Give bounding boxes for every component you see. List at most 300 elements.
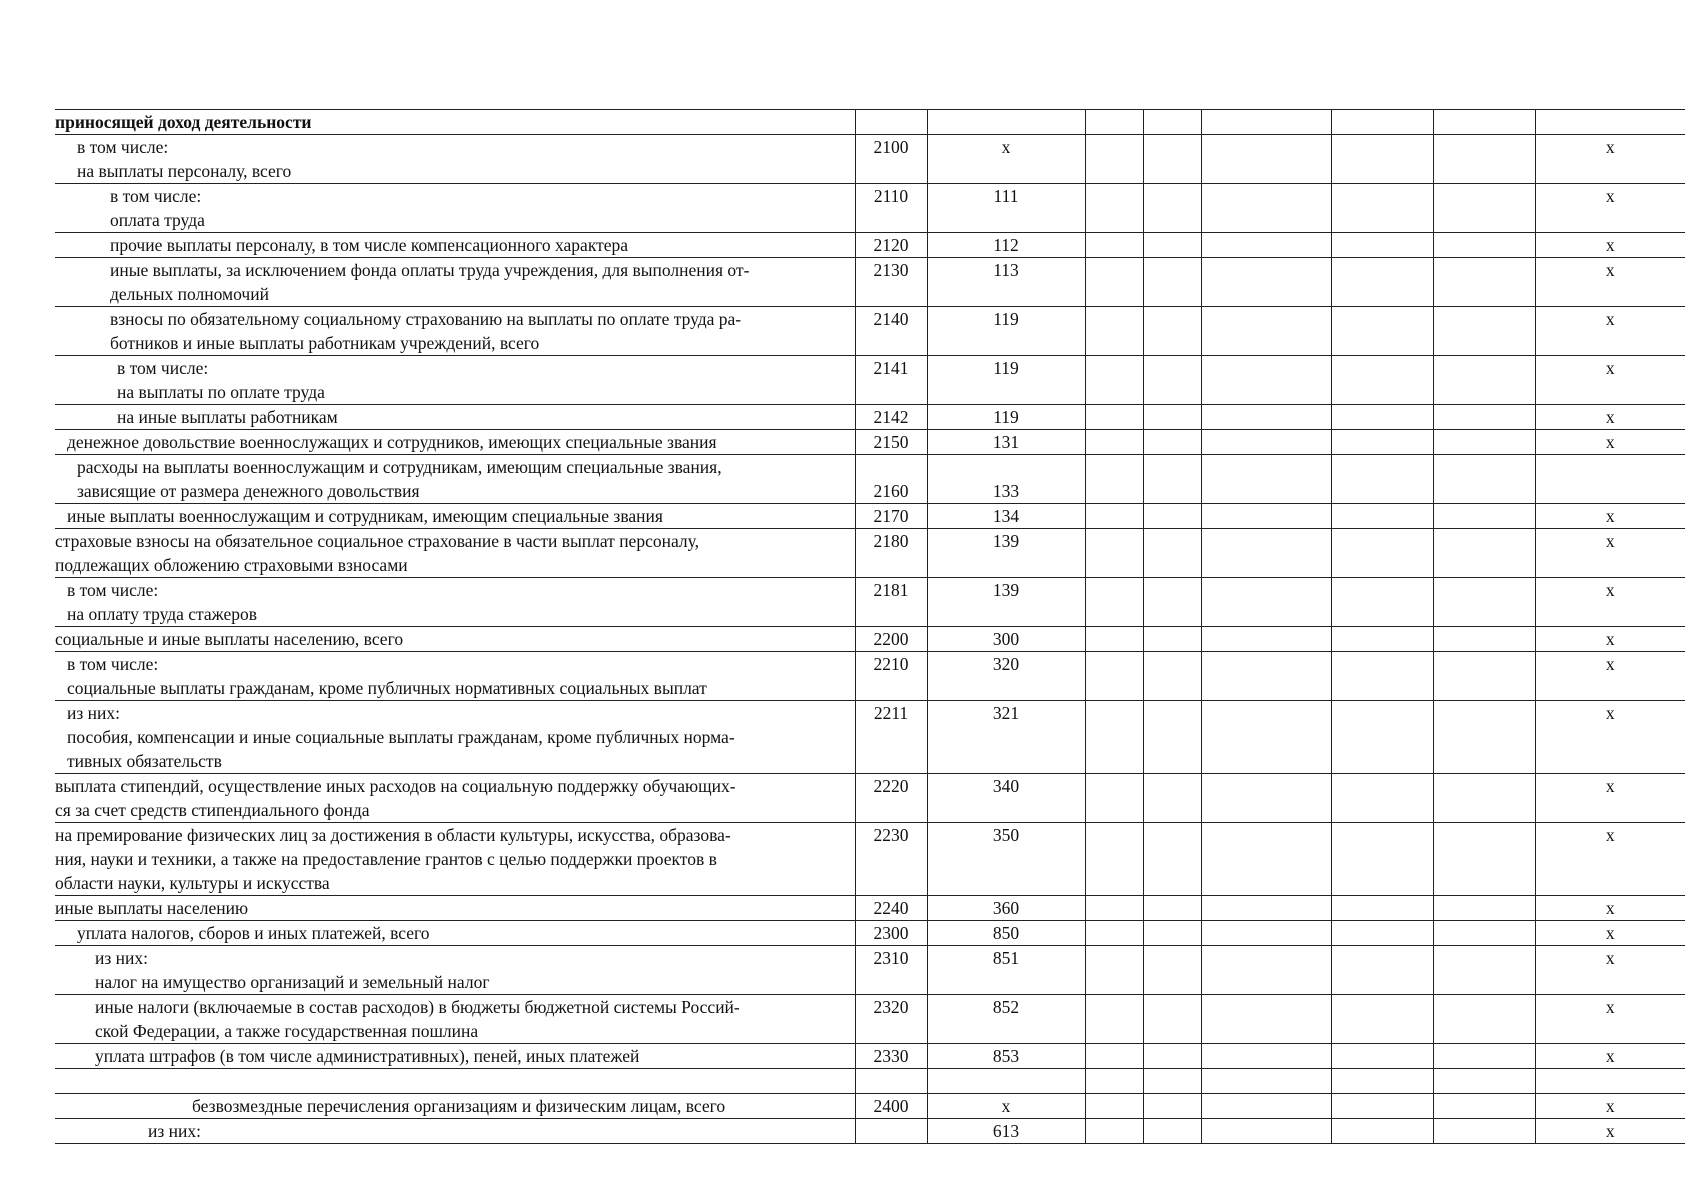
financial-plan-sheet xyxy=(55,109,1685,1144)
row-kbk-cell: 853 xyxy=(927,1044,1085,1069)
row-name-cell xyxy=(55,529,855,578)
empty-amount-cell xyxy=(1085,1119,1143,1144)
empty-amount-cell xyxy=(1433,921,1535,946)
empty-amount-cell xyxy=(1433,504,1535,529)
row-name-cell xyxy=(55,823,855,896)
row-code-cell xyxy=(855,1119,927,1144)
empty-amount-cell xyxy=(1143,529,1201,578)
empty-amount-cell xyxy=(1331,995,1433,1044)
empty-amount-cell xyxy=(1085,184,1143,233)
table-row xyxy=(55,233,1685,258)
row-kbk-cell: х xyxy=(927,135,1085,184)
empty-amount-cell xyxy=(1085,1044,1143,1069)
row-name-line: иные налоги (включаемые в состав расходов) в бюджеты бюджетной системы Россий- xyxy=(95,997,740,1017)
row-kbk-cell: 131 xyxy=(927,430,1085,455)
row-code-cell: 2120 xyxy=(855,233,927,258)
empty-amount-cell xyxy=(1143,184,1201,233)
row-kbk-cell: 320 xyxy=(927,652,1085,701)
empty-amount-cell xyxy=(1085,701,1143,774)
empty-amount-cell xyxy=(1331,823,1433,896)
empty-amount-cell xyxy=(1085,307,1143,356)
table-row xyxy=(55,921,1685,946)
empty-amount-cell xyxy=(1143,627,1201,652)
row-code-cell: 2181 xyxy=(855,578,927,627)
row-name-cell xyxy=(55,1069,855,1094)
table-row xyxy=(55,258,1685,307)
row-name-line: расходы на выплаты военнослужащим и сотрудникам, имеющим специальные звания, xyxy=(77,457,722,477)
row-name-cell xyxy=(55,1044,855,1069)
row-mark-cell: х xyxy=(1535,578,1685,627)
empty-amount-cell xyxy=(1201,578,1331,627)
empty-amount-cell xyxy=(1201,701,1331,774)
empty-amount-cell xyxy=(1085,405,1143,430)
section-header-row xyxy=(55,110,1685,135)
row-name-line: на иные выплаты работникам xyxy=(117,407,338,427)
empty-cell xyxy=(927,110,1085,135)
empty-amount-cell xyxy=(1143,701,1201,774)
row-name-cell xyxy=(55,184,855,233)
empty-amount-cell xyxy=(1085,578,1143,627)
row-code-cell: 2211 xyxy=(855,701,927,774)
row-name-line: дельных полномочий xyxy=(110,284,269,304)
table-body xyxy=(55,110,1685,1144)
row-kbk-cell: 119 xyxy=(927,356,1085,405)
empty-amount-cell xyxy=(1201,627,1331,652)
empty-amount-cell xyxy=(1331,184,1433,233)
empty-cell xyxy=(1143,110,1201,135)
empty-amount-cell xyxy=(1143,823,1201,896)
row-name-cell xyxy=(55,921,855,946)
empty-amount-cell xyxy=(1433,896,1535,921)
empty-amount-cell xyxy=(1143,135,1201,184)
row-name-cell xyxy=(55,652,855,701)
blank-row xyxy=(55,1069,1685,1094)
empty-amount-cell xyxy=(1331,504,1433,529)
row-name-line: на оплату труда стажеров xyxy=(67,604,258,624)
empty-amount-cell xyxy=(1201,921,1331,946)
row-name-line: из них: xyxy=(67,703,120,723)
row-code-cell: 2320 xyxy=(855,995,927,1044)
row-name-line: подлежащих обложению страховыми взносами xyxy=(55,555,408,575)
row-mark-cell xyxy=(1535,1069,1685,1094)
row-kbk-cell xyxy=(927,1069,1085,1094)
row-kbk-cell: 850 xyxy=(927,921,1085,946)
row-code-cell: 2230 xyxy=(855,823,927,896)
row-code-cell: 2130 xyxy=(855,258,927,307)
table-row xyxy=(55,1094,1685,1119)
table-row xyxy=(55,946,1685,995)
table-row xyxy=(55,1044,1685,1069)
empty-amount-cell xyxy=(1201,455,1331,504)
table-row xyxy=(55,774,1685,823)
empty-amount-cell xyxy=(1143,896,1201,921)
empty-amount-cell xyxy=(1433,258,1535,307)
empty-amount-cell xyxy=(1085,455,1143,504)
table-row xyxy=(55,455,1685,504)
table-row xyxy=(55,701,1685,774)
row-mark-cell: х xyxy=(1535,184,1685,233)
empty-amount-cell xyxy=(1331,921,1433,946)
empty-amount-cell xyxy=(1201,946,1331,995)
empty-amount-cell xyxy=(1433,652,1535,701)
empty-amount-cell xyxy=(1143,356,1201,405)
row-code-cell: 2180 xyxy=(855,529,927,578)
empty-amount-cell xyxy=(1201,504,1331,529)
empty-amount-cell xyxy=(1433,356,1535,405)
row-name-line: на выплаты персоналу, всего xyxy=(77,161,292,181)
row-name-line: оплата труда xyxy=(110,210,205,230)
row-mark-cell: х xyxy=(1535,627,1685,652)
row-mark-cell: х xyxy=(1535,1119,1685,1144)
row-code-cell: 2170 xyxy=(855,504,927,529)
row-name-cell xyxy=(55,896,855,921)
empty-amount-cell xyxy=(1433,946,1535,995)
row-code-cell: 2300 xyxy=(855,921,927,946)
row-kbk-cell: 321 xyxy=(927,701,1085,774)
empty-amount-cell xyxy=(1143,1044,1201,1069)
empty-amount-cell xyxy=(1085,135,1143,184)
section-header-cell xyxy=(55,110,855,135)
empty-cell xyxy=(1535,110,1685,135)
empty-amount-cell xyxy=(1331,652,1433,701)
row-kbk-cell: 613 xyxy=(927,1119,1085,1144)
empty-amount-cell xyxy=(1433,405,1535,430)
empty-amount-cell xyxy=(1331,627,1433,652)
empty-amount-cell xyxy=(1085,233,1143,258)
row-name-line: безвозмездные перечисления организациям и физическим лицам, всего xyxy=(192,1096,726,1116)
row-mark-cell: х xyxy=(1535,774,1685,823)
table-row xyxy=(55,823,1685,896)
row-code-cell: 2100 xyxy=(855,135,927,184)
row-code-cell: 2140 xyxy=(855,307,927,356)
row-name-cell xyxy=(55,578,855,627)
row-mark-cell: х xyxy=(1535,823,1685,896)
row-name-cell xyxy=(55,995,855,1044)
row-mark-cell: х xyxy=(1535,405,1685,430)
table-row xyxy=(55,504,1685,529)
row-name-cell xyxy=(55,135,855,184)
empty-amount-cell xyxy=(1085,430,1143,455)
empty-amount-cell xyxy=(1085,504,1143,529)
empty-cell xyxy=(1085,110,1143,135)
row-name-line: из них: xyxy=(95,948,148,968)
empty-amount-cell xyxy=(1143,307,1201,356)
table-row xyxy=(55,184,1685,233)
row-mark-cell: х xyxy=(1535,233,1685,258)
row-name-line: налог на имущество организаций и земельный налог xyxy=(95,972,490,992)
empty-amount-cell xyxy=(1085,1094,1143,1119)
empty-amount-cell xyxy=(1331,135,1433,184)
row-name-line: денежное довольствие военнослужащих и сотрудников, имеющих специальные звания xyxy=(67,432,717,452)
row-mark-cell: х xyxy=(1535,921,1685,946)
row-mark-cell: х xyxy=(1535,258,1685,307)
empty-amount-cell xyxy=(1143,430,1201,455)
row-kbk-cell: 111 xyxy=(927,184,1085,233)
empty-amount-cell xyxy=(1143,1069,1201,1094)
empty-amount-cell xyxy=(1143,233,1201,258)
empty-amount-cell xyxy=(1331,455,1433,504)
row-name-line: выплата стипендий, осуществление иных расходов на социальную поддержку обучающих- xyxy=(55,776,736,796)
row-name-cell xyxy=(55,1119,855,1144)
empty-amount-cell xyxy=(1331,1094,1433,1119)
empty-amount-cell xyxy=(1085,627,1143,652)
row-name-cell xyxy=(55,701,855,774)
row-code-cell: 2110 xyxy=(855,184,927,233)
row-kbk-cell: 134 xyxy=(927,504,1085,529)
row-name-cell xyxy=(55,627,855,652)
empty-amount-cell xyxy=(1433,529,1535,578)
row-code-cell: 2141 xyxy=(855,356,927,405)
empty-amount-cell xyxy=(1433,430,1535,455)
row-kbk-cell: 139 xyxy=(927,529,1085,578)
empty-amount-cell xyxy=(1085,258,1143,307)
empty-amount-cell xyxy=(1143,1094,1201,1119)
row-name-line: пособия, компенсации и иные социальные выплаты гражданам, кроме публичных норма- xyxy=(67,727,735,747)
row-mark-cell: х xyxy=(1535,896,1685,921)
table-row xyxy=(55,430,1685,455)
empty-amount-cell xyxy=(1433,627,1535,652)
row-mark-cell: х xyxy=(1535,995,1685,1044)
empty-amount-cell xyxy=(1201,1069,1331,1094)
empty-amount-cell xyxy=(1331,307,1433,356)
empty-cell xyxy=(1331,110,1433,135)
row-name-cell xyxy=(55,233,855,258)
empty-amount-cell xyxy=(1433,135,1535,184)
empty-amount-cell xyxy=(1331,529,1433,578)
row-name-line: области науки, культуры и искусства xyxy=(55,873,330,893)
row-kbk-cell: 119 xyxy=(927,307,1085,356)
empty-amount-cell xyxy=(1201,1044,1331,1069)
empty-amount-cell xyxy=(1331,1044,1433,1069)
empty-amount-cell xyxy=(1433,1069,1535,1094)
empty-amount-cell xyxy=(1433,774,1535,823)
table-row xyxy=(55,995,1685,1044)
empty-amount-cell xyxy=(1201,774,1331,823)
row-mark-cell xyxy=(1535,455,1685,504)
row-name-line: иные выплаты военнослужащим и сотрудникам, имеющим специальные звания xyxy=(67,506,663,526)
empty-amount-cell xyxy=(1331,946,1433,995)
row-code-cell xyxy=(855,1069,927,1094)
empty-amount-cell xyxy=(1331,896,1433,921)
table-row xyxy=(55,529,1685,578)
table-row xyxy=(55,578,1685,627)
section-header-text: приносящей доход деятельности xyxy=(55,112,312,132)
row-kbk-cell: 113 xyxy=(927,258,1085,307)
row-mark-cell: х xyxy=(1535,430,1685,455)
empty-amount-cell xyxy=(1085,921,1143,946)
empty-amount-cell xyxy=(1201,430,1331,455)
row-code-cell: 2220 xyxy=(855,774,927,823)
empty-amount-cell xyxy=(1085,946,1143,995)
empty-amount-cell xyxy=(1201,896,1331,921)
table-row xyxy=(55,652,1685,701)
empty-amount-cell xyxy=(1433,1044,1535,1069)
row-name-line: ся за счет средств стипендиального фонда xyxy=(55,800,370,820)
empty-amount-cell xyxy=(1143,578,1201,627)
empty-amount-cell xyxy=(1433,307,1535,356)
empty-amount-cell xyxy=(1085,823,1143,896)
row-mark-cell: х xyxy=(1535,529,1685,578)
empty-amount-cell xyxy=(1331,774,1433,823)
row-name-line: ния, науки и техники, а также на предоставление грантов с целью поддержки проектов в xyxy=(55,849,717,869)
empty-amount-cell xyxy=(1433,1119,1535,1144)
row-name-cell xyxy=(55,1094,855,1119)
row-mark-cell: х xyxy=(1535,135,1685,184)
row-name-line: на выплаты по оплате труда xyxy=(117,382,325,402)
table-row xyxy=(55,627,1685,652)
row-name-line: страховые взносы на обязательное социальное страхование в части выплат персоналу, xyxy=(55,531,699,551)
row-name-line: в том числе: xyxy=(77,137,169,157)
row-name-line: тивных обязательств xyxy=(67,751,222,771)
row-name-line: уплата налогов, сборов и иных платежей, всего xyxy=(77,923,430,943)
table-row xyxy=(55,896,1685,921)
empty-amount-cell xyxy=(1331,405,1433,430)
empty-amount-cell xyxy=(1201,652,1331,701)
empty-amount-cell xyxy=(1201,823,1331,896)
row-name-line: в том числе: xyxy=(67,654,159,674)
empty-amount-cell xyxy=(1085,995,1143,1044)
row-mark-cell: х xyxy=(1535,1094,1685,1119)
row-mark-cell: х xyxy=(1535,1044,1685,1069)
row-kbk-cell: 119 xyxy=(927,405,1085,430)
row-mark-cell: х xyxy=(1535,946,1685,995)
row-code-cell: 2400 xyxy=(855,1094,927,1119)
row-code-cell: 2200 xyxy=(855,627,927,652)
empty-amount-cell xyxy=(1201,1119,1331,1144)
row-name-line: зависящие от размера денежного довольствия xyxy=(77,481,420,501)
empty-amount-cell xyxy=(1143,405,1201,430)
row-name-line: прочие выплаты персоналу, в том числе компенсационного характера xyxy=(110,235,629,255)
row-name-cell xyxy=(55,455,855,504)
empty-amount-cell xyxy=(1085,529,1143,578)
row-name-cell xyxy=(55,258,855,307)
empty-amount-cell xyxy=(1143,652,1201,701)
expense-table xyxy=(55,109,1685,1144)
empty-amount-cell xyxy=(1201,356,1331,405)
empty-amount-cell xyxy=(1433,1094,1535,1119)
row-name-cell xyxy=(55,504,855,529)
empty-amount-cell xyxy=(1433,455,1535,504)
row-kbk-cell: 133 xyxy=(927,455,1085,504)
empty-amount-cell xyxy=(1331,701,1433,774)
row-name-line: в том числе: xyxy=(110,186,202,206)
empty-cell xyxy=(855,110,927,135)
row-name-line: иные выплаты, за исключением фонда оплаты труда учреждения, для выполнения от- xyxy=(110,260,750,280)
row-kbk-cell: 360 xyxy=(927,896,1085,921)
empty-amount-cell xyxy=(1331,430,1433,455)
empty-amount-cell xyxy=(1143,455,1201,504)
empty-amount-cell xyxy=(1331,233,1433,258)
empty-amount-cell xyxy=(1433,233,1535,258)
empty-amount-cell xyxy=(1085,774,1143,823)
table-row xyxy=(55,1119,1685,1144)
empty-amount-cell xyxy=(1433,184,1535,233)
empty-amount-cell xyxy=(1085,896,1143,921)
empty-amount-cell xyxy=(1143,921,1201,946)
row-name-line: ботников и иные выплаты работникам учреждений, всего xyxy=(110,333,540,353)
empty-amount-cell xyxy=(1201,184,1331,233)
empty-amount-cell xyxy=(1433,823,1535,896)
row-name-cell xyxy=(55,430,855,455)
row-name-line: в том числе: xyxy=(67,580,159,600)
row-code-cell: 2160 xyxy=(855,455,927,504)
empty-amount-cell xyxy=(1201,1094,1331,1119)
empty-amount-cell xyxy=(1433,701,1535,774)
empty-amount-cell xyxy=(1331,1069,1433,1094)
empty-amount-cell xyxy=(1201,307,1331,356)
empty-amount-cell xyxy=(1433,578,1535,627)
row-code-cell: 2142 xyxy=(855,405,927,430)
table-row xyxy=(55,135,1685,184)
empty-amount-cell xyxy=(1201,405,1331,430)
empty-cell xyxy=(1433,110,1535,135)
row-mark-cell: х xyxy=(1535,307,1685,356)
row-mark-cell: х xyxy=(1535,504,1685,529)
row-name-cell xyxy=(55,307,855,356)
empty-amount-cell xyxy=(1201,529,1331,578)
row-code-cell: 2330 xyxy=(855,1044,927,1069)
empty-amount-cell xyxy=(1085,652,1143,701)
empty-amount-cell xyxy=(1085,1069,1143,1094)
empty-amount-cell xyxy=(1201,258,1331,307)
row-name-line: из них: xyxy=(148,1121,201,1141)
empty-amount-cell xyxy=(1085,356,1143,405)
empty-amount-cell xyxy=(1331,258,1433,307)
row-name-cell xyxy=(55,356,855,405)
empty-amount-cell xyxy=(1143,504,1201,529)
empty-amount-cell xyxy=(1201,135,1331,184)
table-row xyxy=(55,356,1685,405)
empty-amount-cell xyxy=(1143,774,1201,823)
row-mark-cell: х xyxy=(1535,652,1685,701)
table-row xyxy=(55,405,1685,430)
empty-amount-cell xyxy=(1331,356,1433,405)
row-code-cell: 2310 xyxy=(855,946,927,995)
row-code-cell: 2210 xyxy=(855,652,927,701)
row-name-line: в том числе: xyxy=(117,358,209,378)
empty-amount-cell xyxy=(1201,233,1331,258)
row-name-cell xyxy=(55,405,855,430)
row-mark-cell: х xyxy=(1535,356,1685,405)
empty-amount-cell xyxy=(1143,946,1201,995)
row-name-line: уплата штрафов (в том числе административных), пеней, иных платежей xyxy=(95,1046,640,1066)
empty-amount-cell xyxy=(1201,995,1331,1044)
row-kbk-cell: 300 xyxy=(927,627,1085,652)
empty-amount-cell xyxy=(1143,1119,1201,1144)
row-name-line: на премирование физических лиц за достижения в области культуры, искусства, образова- xyxy=(55,825,731,845)
row-kbk-cell: 350 xyxy=(927,823,1085,896)
row-name-line: взносы по обязательному социальному страхованию на выплаты по оплате труда ра- xyxy=(110,309,742,329)
row-kbk-cell: 852 xyxy=(927,995,1085,1044)
row-name-line: ской Федерации, а также государственная пошлина xyxy=(95,1021,479,1041)
empty-amount-cell xyxy=(1143,258,1201,307)
row-name-line: иные выплаты населению xyxy=(55,898,249,918)
empty-amount-cell xyxy=(1143,995,1201,1044)
row-name-cell xyxy=(55,774,855,823)
empty-amount-cell xyxy=(1331,1119,1433,1144)
row-name-cell xyxy=(55,946,855,995)
row-kbk-cell: 139 xyxy=(927,578,1085,627)
row-code-cell: 2150 xyxy=(855,430,927,455)
table-row xyxy=(55,307,1685,356)
empty-cell xyxy=(1201,110,1331,135)
empty-amount-cell xyxy=(1331,578,1433,627)
row-name-line: социальные и иные выплаты населению, всего xyxy=(55,629,404,649)
empty-amount-cell xyxy=(1433,995,1535,1044)
row-kbk-cell: 340 xyxy=(927,774,1085,823)
row-mark-cell: х xyxy=(1535,701,1685,774)
row-kbk-cell: х xyxy=(927,1094,1085,1119)
